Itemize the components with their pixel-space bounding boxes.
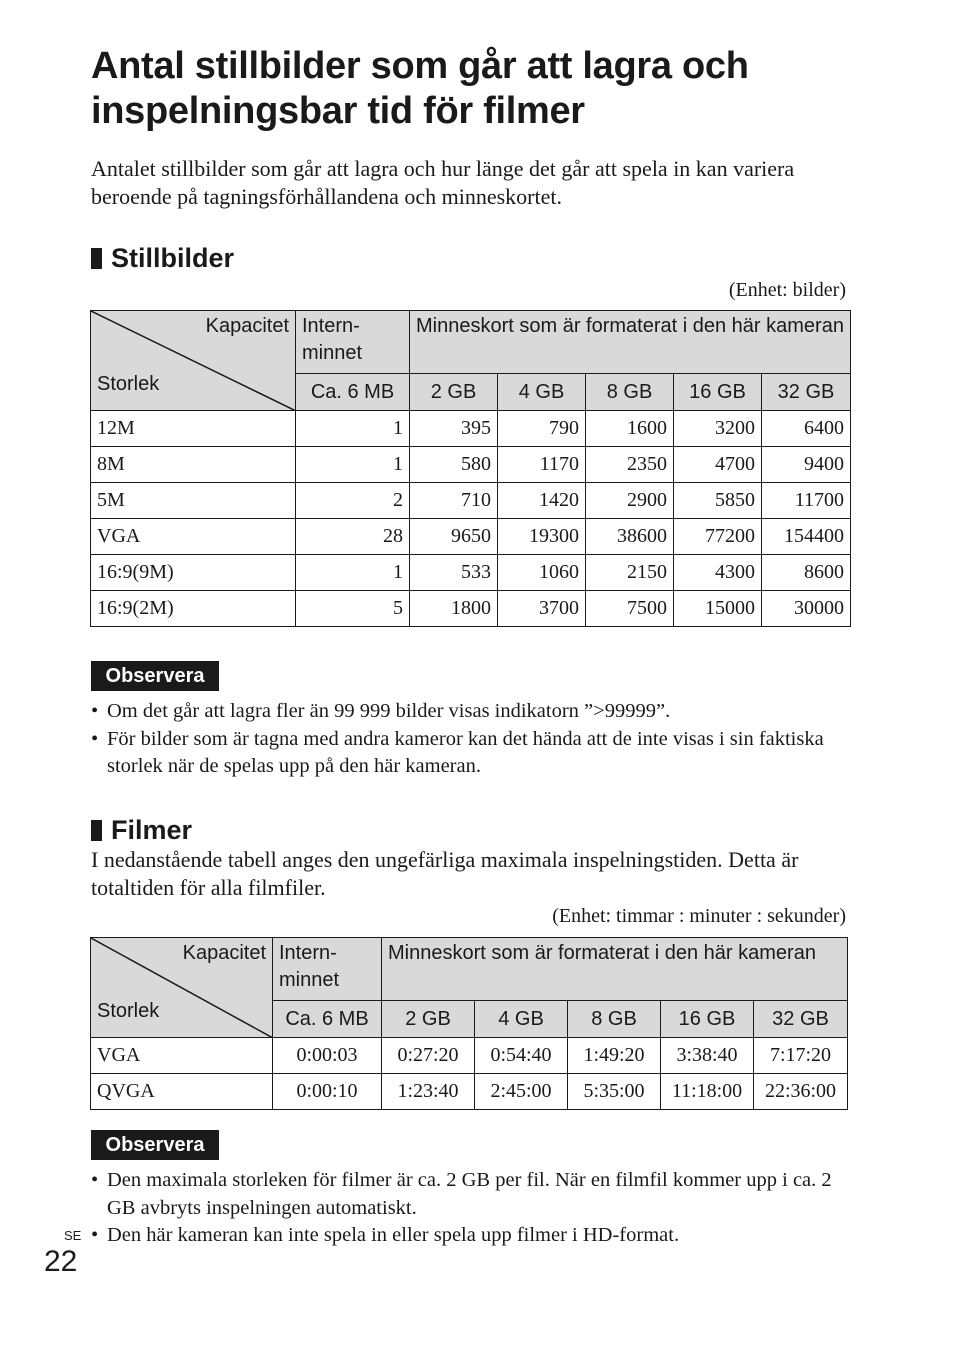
table-cell: 2:45:00 [475,1074,568,1110]
table-cell: 2350 [586,447,674,483]
table-cell: 2900 [586,483,674,519]
column-header: 8 GB [586,374,674,411]
table-row [91,1038,848,1074]
note-text: Den här kameran kan inte spela in eller spela upp filmer i HD-format. [107,1224,680,1246]
table-cell: 1420 [498,483,586,519]
table-cell: 4300 [674,555,762,591]
stills-notes [91,698,851,781]
column-header: 32 GB [762,374,851,411]
table-cell: 1170 [498,447,586,483]
table-cell: 710 [410,483,498,519]
movies-unit: (Enhet: timmar : minuter : sekunder) [552,905,846,927]
table-cell: 790 [498,411,586,447]
table-cell: 28 [296,519,410,555]
table-cell: 1060 [498,555,586,591]
table-row [91,591,851,627]
table-cell: 3200 [674,411,762,447]
stills-heading-text: Stillbilder [111,243,235,273]
table-cell: 5850 [674,483,762,519]
page-number: 22 [44,1245,78,1278]
table-cell: 3:38:40 [661,1038,754,1074]
list-item [91,698,851,726]
table-cell: 5 [296,591,410,627]
row-label: 12M [91,411,296,447]
movies-heading [91,814,192,846]
table-cell: 1800 [410,591,498,627]
column-header: 16 GB [661,1001,754,1038]
note-badge: Observera [91,661,219,691]
internal-memory-header: Intern- minnet [296,311,410,374]
table-cell: 1:23:40 [382,1074,475,1110]
note-text: Om det går att lagra fler än 99 999 bilder visas indikatorn ”>99999”. [107,700,671,722]
table-cell: 0:27:20 [382,1038,475,1074]
column-header: 2 GB [382,1001,475,1038]
capacity-label: Kapacitet [205,315,289,337]
language-code: SE [64,1228,82,1243]
intro-text: Antalet stillbilder som går att lagra och hur länge det går att spela in kan variera beroende på tagningsförhållandena och minneskortet. [91,156,795,209]
column-header: 32 GB [754,1001,848,1038]
memory-card-header: Minneskort som är formaterat i den här kameran [382,938,848,1001]
stills-unit: (Enhet: bilder) [728,279,846,301]
table-cell: 1 [296,555,410,591]
table-cell: 22:36:00 [754,1074,848,1110]
column-header: 16 GB [674,374,762,411]
table-cell: 9400 [762,447,851,483]
row-label: 16:9(2M) [91,591,296,627]
table-cell: 77200 [674,519,762,555]
column-header: Ca. 6 MB [273,1001,382,1038]
table-cell: 2 [296,483,410,519]
table-cell: 0:00:10 [273,1074,382,1110]
table-cell: 38600 [586,519,674,555]
table-row [91,1074,848,1110]
table-cell: 9650 [410,519,498,555]
bullet-icon: • [91,1224,99,1246]
row-label: VGA [91,1038,273,1074]
table-cell: 1 [296,447,410,483]
table-cell: 533 [410,555,498,591]
table-cell: 6400 [762,411,851,447]
table-cell: 154400 [762,519,851,555]
table-cell: 11700 [762,483,851,519]
table-cell: 1 [296,411,410,447]
table-row [91,555,851,591]
column-header: 4 GB [475,1001,568,1038]
table-cell: 5:35:00 [568,1074,661,1110]
table-row [91,411,851,447]
table-row [91,483,851,519]
table-cell: 8600 [762,555,851,591]
movies-corner-header [91,938,273,1038]
table-cell: 4700 [674,447,762,483]
note-text: För bilder som är tagna med andra kameror kan det hända att de inte visas i sin faktiska storlek när de spelas upp på den här kameran. [107,727,824,777]
table-cell: 19300 [498,519,586,555]
note-text: Den maximala storleken för filmer är ca. 2 GB per fil. När en filmfil kommer upp i ca. 2 GB avbryts inspelningen automatiskt. [107,1169,832,1219]
table-cell: 2150 [586,555,674,591]
stills-table [90,310,851,627]
column-header: 2 GB [410,374,498,411]
table-cell: 395 [410,411,498,447]
row-label: 16:9(9M) [91,555,296,591]
stills-heading [91,242,234,274]
bullet-icon: • [91,1169,99,1191]
bullet-icon: • [91,700,99,722]
table-cell: 3700 [498,591,586,627]
movies-heading-text: Filmer [111,815,193,845]
column-header: 8 GB [568,1001,661,1038]
column-header: Ca. 6 MB [296,374,410,411]
page-title: Antal stillbilder som går att lagra och inspelningsbar tid för filmer [91,45,749,132]
column-header: 4 GB [498,374,586,411]
table-cell: 580 [410,447,498,483]
movies-intro: I nedanstående tabell anges den ungefärliga maximala inspelningstiden. Detta är totaltiden för alla filmfiler. [91,847,799,900]
section-marker-icon [91,820,104,841]
table-cell: 11:18:00 [661,1074,754,1110]
movies-table [90,937,848,1110]
table-cell: 7500 [586,591,674,627]
section-marker-icon [91,248,104,269]
table-cell: 1600 [586,411,674,447]
row-label: VGA [91,519,296,555]
table-cell: 1:49:20 [568,1038,661,1074]
list-item [91,726,851,781]
table-cell: 0:54:40 [475,1038,568,1074]
table-cell: 15000 [674,591,762,627]
movies-notes [91,1167,851,1250]
list-item [91,1222,851,1250]
memory-card-header: Minneskort som är formaterat i den här kameran [410,311,851,374]
list-item [91,1167,851,1222]
internal-memory-header: Intern- minnet [273,938,382,1001]
bullet-icon: • [91,727,99,750]
table-cell: 0:00:03 [273,1038,382,1074]
table-row [91,447,851,483]
table-row [91,519,851,555]
row-label: 8M [91,447,296,483]
capacity-label: Kapacitet [182,942,266,964]
note-badge: Observera [91,1130,219,1160]
table-cell: 7:17:20 [754,1038,848,1074]
size-label: Storlek [97,373,160,395]
table-cell: 30000 [762,591,851,627]
row-label: 5M [91,483,296,519]
stills-corner-header [91,311,296,411]
size-label: Storlek [97,1000,160,1022]
row-label: QVGA [91,1074,273,1110]
